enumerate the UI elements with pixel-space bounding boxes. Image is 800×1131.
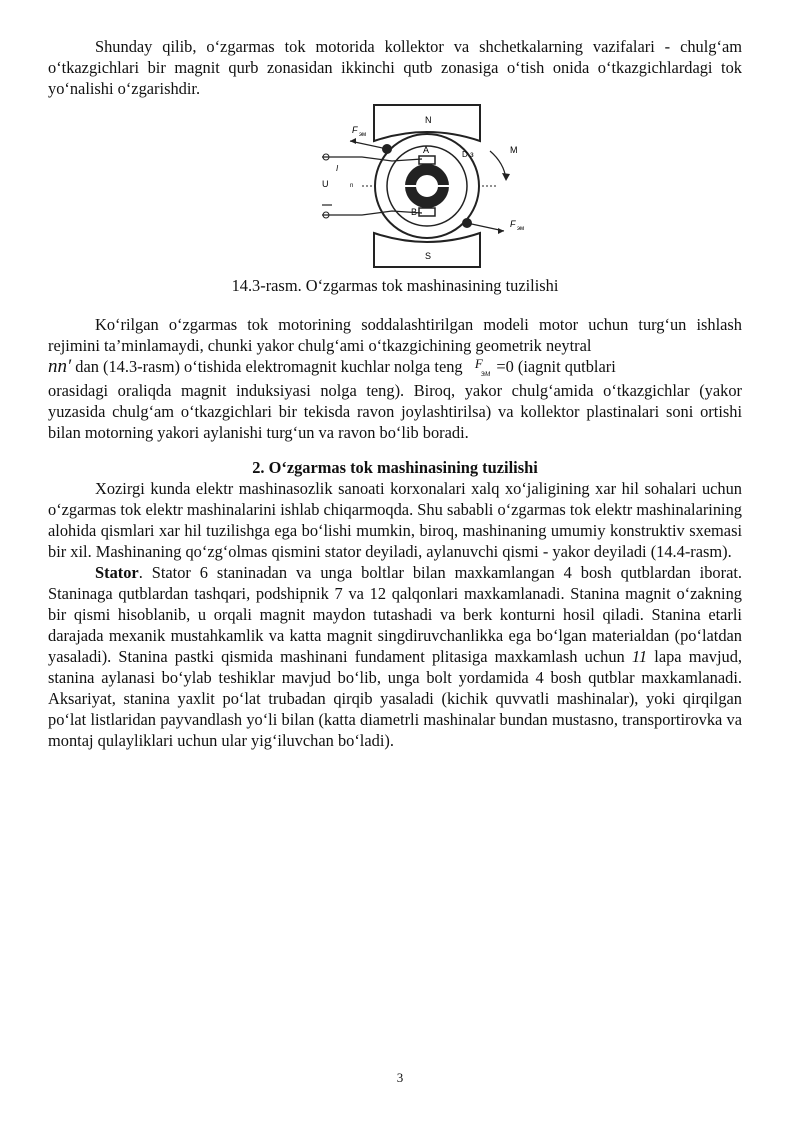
voltage-label: U: [322, 179, 329, 189]
rotation-arrowhead: [502, 173, 510, 181]
paragraph-2-line-1: Ko‘rilgan o‘zgarmas tok motorining soddalashtirilgan modeli motor uchun turg‘un ishlash rejimini ta’minlamaydi, chunki yakor chulg‘ami o‘tkazgichining geometrik neytral: [48, 315, 742, 355]
wire-bottom: [322, 211, 422, 215]
stator-term: Stator: [95, 563, 139, 582]
paragraph-4-text-2: lapa mavjud, stanina aylanasi bo‘ylab teshiklar mavjud bo‘lib, unga bolt yordamida 4 bosh qutblar maxkamlanadi. Aksariyat, stanina yaxlit po‘lat trubadan qirqib yasaladi (kichik quvvatli mashinalar), yoki qirqilgan po‘lat listlaridan payvandlash yo‘li bilan (katta diametrli mashinalar bundan mustasno, transportirovka va montaj qulayliklari uchun ular yig‘iluvchan bo‘ladi).: [48, 647, 742, 750]
figure-14-3: [48, 101, 742, 271]
wire-top: [322, 157, 422, 161]
paragraph-4-italic-number: 11: [631, 647, 648, 666]
brush-a: [419, 156, 435, 164]
paragraph-2-mid-text: dan (14.3-rasm) o‘tishida elektromagnit kuchlar nolga teng: [75, 357, 463, 376]
current-label: I: [336, 164, 339, 173]
force-top-sub: эм: [359, 132, 367, 138]
south-pole-label: S: [425, 251, 432, 261]
small-n-label: n: [350, 183, 354, 189]
section-heading: 2. O‘zgarmas tok mashinasining tuzilishi: [252, 458, 538, 477]
force-bottom-label: F: [510, 219, 516, 229]
north-pole-label: N: [425, 115, 432, 125]
dc-machine-diagram: [322, 101, 552, 271]
force-top-label: F: [352, 125, 358, 135]
nn-prime-symbol: nn′: [48, 356, 72, 377]
figure-caption: 14.3-rasm. O‘zgarmas tok mashinasining tuzilishi: [231, 276, 559, 295]
paragraph-2-after-formula: =0 (iagnit qutblari: [496, 357, 616, 376]
paragraph-1: Shunday qilib, o‘zgarmas tok motorida kollektor va shchetkalarning vazifalari - chulg‘am o‘tkazgichlari bir magnit qurb zonasidan ikkinchi qutb zonasiga o‘tish onida o‘tkazgichlardagi tok yo‘nalishi o‘zgarishdir.: [48, 37, 742, 98]
force-bottom-sub: эм: [517, 226, 525, 232]
document-page: [48, 36, 742, 751]
paragraph-3: Xozirgi kunda elektr mashinasozlik sanoati korxonalari xalq xo‘jaligining xar hil sohalari uchun o‘zgarmas tok elektr mashinalarini ishlab chiqarmoqda. Shu sababli o‘zgarmas tok elektr mashinalarining alohida qismlari xar hil tuzilishga ega bo‘lishi mumkin, biroq, mashinaning umumiy konstruktiv sxemasi bir xil. Mashinaning qo‘zg‘olmas qismini stator deyiladi, aylanuvchi qismi - yakor deyiladi (14.4-rasm).: [48, 479, 742, 561]
brush-a-label: A: [423, 145, 430, 155]
brush-b: [419, 208, 435, 216]
force-subscript: эм: [480, 368, 491, 378]
force-arrowhead-bottom: [498, 228, 504, 234]
paragraph-2-formula-line: [48, 356, 742, 380]
rotation-label: M: [510, 145, 518, 155]
winding-label: D з: [462, 150, 474, 159]
paragraph-4: [48, 562, 742, 751]
paragraph-4-text-1: . Stator 6 staninadan va unga boltlar bilan maxkamlangan 4 bosh qutblardan iborat. Staninaga qutblardan tashqari, podshipnik 7 va 12 qalqonlari maxkamlanadi. Stanina magnit o‘zakning bir qismi hisoblanib, u orqali magnit maydon tutashadi va berk konturni hosil qiladi. Stanina etarli darajada mexanik mustahkamlik va katta magnit singdiruvchanlikka ega bo‘lgan materialdan (po‘latdan yasaladi). Stanina pastki qismida mashinani fundament plitasiga maxkamlash uchun: [48, 563, 742, 666]
paragraph-2-rest: orasidagi oraliqda magnit induksiyasi nolga teng). Biroq, yakor chulg‘amida o‘tkazgichlar (yakor yuzasida chulg‘am o‘tkazgichlari bir tekisda ravon joylashtirilsa) va kollektor plastinalari soni ortishi bilan motorning yakori aylanishi turg‘un va ravon bo‘lib boradi.: [48, 381, 742, 442]
force-arrowhead-top: [350, 138, 356, 144]
page-number: 3: [396, 1070, 404, 1085]
brush-b-label: B: [411, 207, 418, 217]
force-symbol: F: [474, 356, 483, 371]
